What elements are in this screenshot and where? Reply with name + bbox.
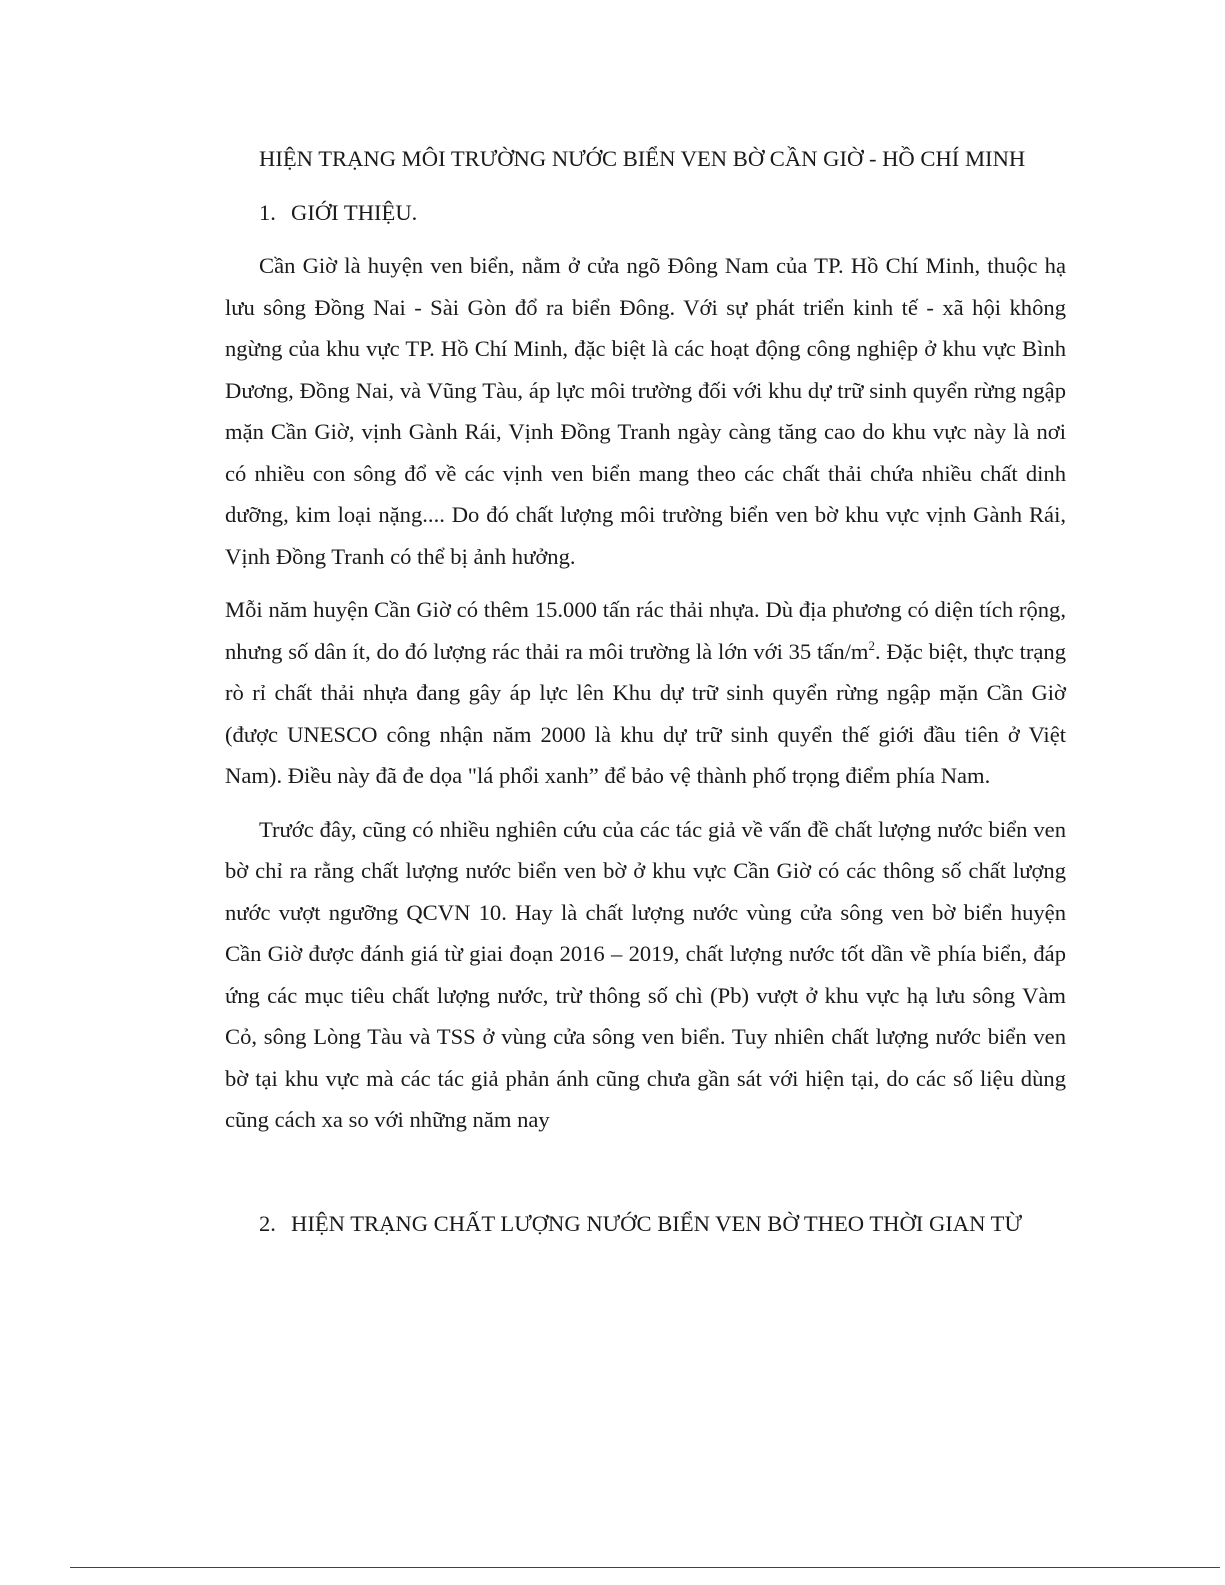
- paragraph-plastic-waste-part2: . Đặc biệt, thực trạng rò rỉ chất thải nhựa đang gây áp lực lên Khu dự trữ sinh quyển rừng ngập mặn Cần Giờ (được UNESCO công nhận năm 2000 là khu dự trữ sinh quyển thế giới đầu tiên ở Việt Nam). Điều này đã đe dọa "lá phổi xanh” để bảo vệ thành phố trọng điểm phía Nam.: [225, 638, 1066, 788]
- paragraph-plastic-waste-part1: Mỗi năm huyện Cần Giờ có thêm 15.000 tấn rác thải nhựa. Dù địa phương có diện tích rộng, nhưng số dân ít, do đó lượng rác thải ra môi trường là lớn với 35 tấn/m: [225, 597, 1066, 664]
- section-title-2: HIỆN TRẠNG CHẤT LƯỢNG NƯỚC BIỂN VEN BỜ THEO THỜI GIAN TỪ: [291, 1210, 1023, 1236]
- superscript-exponent: 2: [868, 637, 875, 653]
- paragraph-previous-studies: Trước đây, cũng có nhiều nghiên cứu của các tác giả về vấn đề chất lượng nước biển ven bờ chỉ ra rằng chất lượng nước biển ven bờ ở khu vực Cần Giờ có các thông số chất lượng nước vượt ngưỡng QCVN 10. Hay là chất lượng nước vùng cửa sông ven bờ biển huyện Cần Giờ được đánh giá từ giai đoạn 2016 – 2019, chất lượng nước tốt dần về phía biển, đáp ứng các mục tiêu chất lượng nước, trừ thông số chì (Pb) vượt ở khu vực hạ lưu sông Vàm Cỏ, sông Lòng Tàu và TSS ở vùng cửa sông ven biển. Tuy nhiên chất lượng nước biển ven bờ tại khu vực mà các tác giả phản ánh cũng chưa gần sát với hiện tại, do các số liệu dùng cũng cách xa so với những năm nay: [225, 816, 1066, 1132]
- section-number-2: 2.: [259, 1210, 276, 1236]
- paragraph-plastic-waste: [225, 589, 1066, 797]
- document-title: HIỆN TRẠNG MÔI TRƯỜNG NƯỚC BIỂN VEN BỜ CẦN GIỜ - HỒ CHÍ MINH: [259, 146, 1026, 171]
- section-title-1: GIỚI THIỆU.: [291, 199, 418, 225]
- section-number-1: 1.: [259, 199, 276, 225]
- document-page: [225, 138, 1066, 1244]
- paragraph-intro: Cần Giờ là huyện ven biển, nằm ở cửa ngõ Đông Nam của TP. Hồ Chí Minh, thuộc hạ lưu sông Đồng Nai - Sài Gòn đổ ra biển Đông. Với sự phát triển kinh tế - xã hội không ngừng của khu vực TP. Hồ Chí Minh, đặc biệt là các hoạt động công nghiệp ở khu vực Bình Dương, Đồng Nai, và Vũng Tàu, áp lực môi trường đối với khu dự trữ sinh quyển rừng ngập mặn Cần Giờ, vịnh Gành Rái, Vịnh Đồng Tranh ngày càng tăng cao do khu vực này là nơi có nhiều con sông đổ về các vịnh ven biển mang theo các chất thải chứa nhiều chất dinh dưỡng, kim loại nặng.... Do đó chất lượng môi trường biển ven bờ khu vực vịnh Gành Rái, Vịnh Đồng Tranh có thể bị ảnh hưởng.: [225, 253, 1066, 569]
- page-bottom-divider: [70, 1567, 1220, 1568]
- section-heading-2: [225, 1203, 1066, 1245]
- section-heading-1: [225, 192, 1066, 234]
